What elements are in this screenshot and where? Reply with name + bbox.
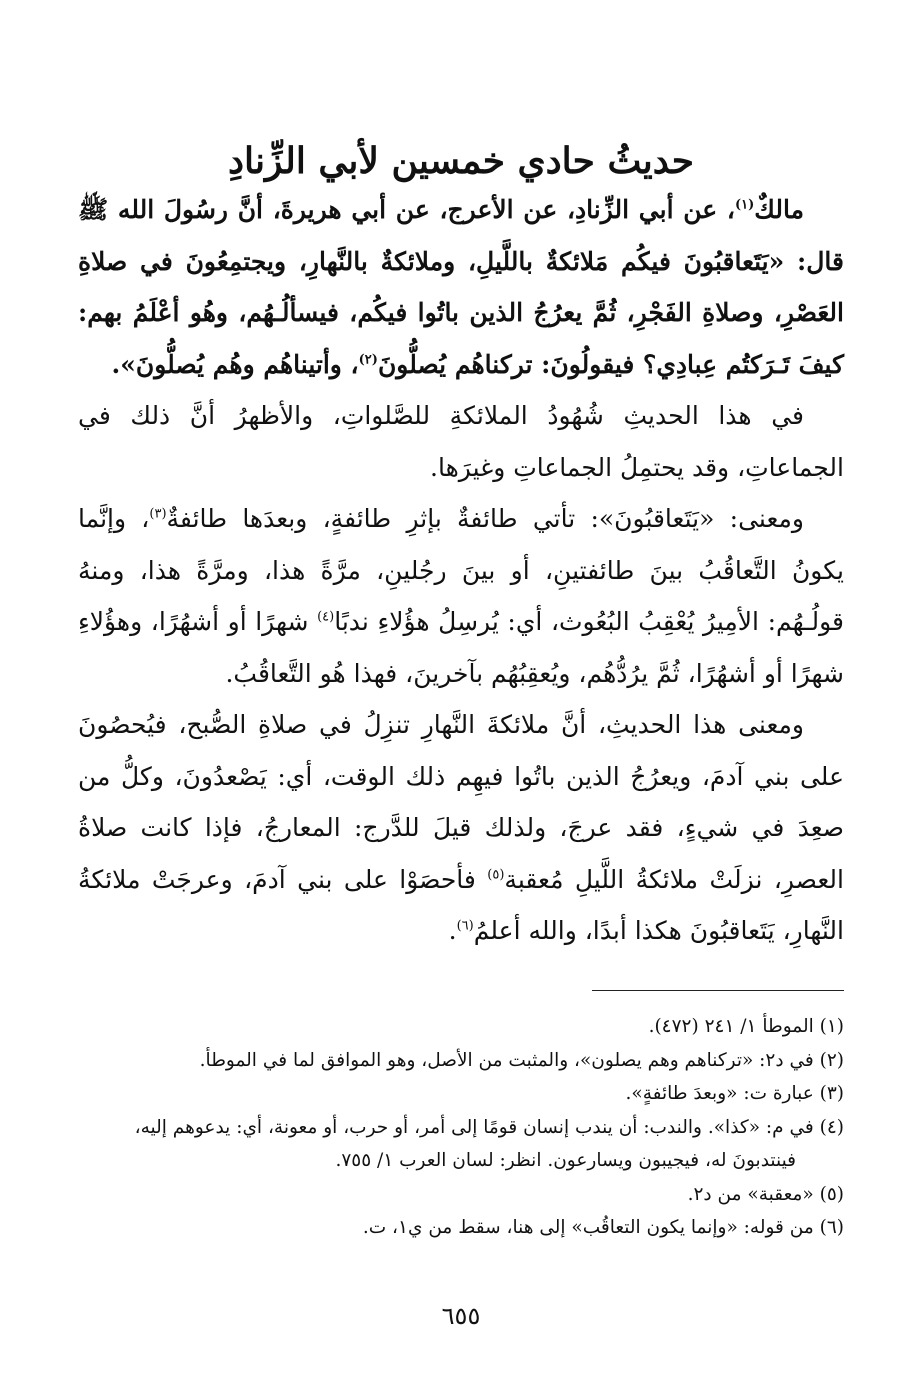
- footnote-line: (٥) «معقبة» من د٢.: [687, 1183, 844, 1205]
- footnote-line: (٣) عبارة ت: «وبعدَ طائفةٍ».: [625, 1083, 844, 1104]
- text-run: ومعنى هذا الحديثِ، أنَّ ملائكةَ النَّهارِ تنزِلُ في صلاةِ الصُّبح، فيُحصُونَ على بني آدمَ، ويعرُجُ الذين باتُوا فيهِم ذلك الوقت، أي: يَصْعدُونَ، وكلُّ من صعِدَ في شيءٍ، فقد عرجَ، ولذلك قيلَ للدَّرج: المعارجُ، فإذا كانت صلاةُ العصرِ، نزلَتْ ملائكةُ اللَّيلِ مُعقبة: [78, 710, 844, 894]
- paragraph: [78, 493, 844, 699]
- footnote-line: (٢) في د٢: «تركناهم وهم يصلون»، والمثبت من الأصل، وهو الموافق لما في الموطأ.: [199, 1049, 844, 1071]
- paragraph: [78, 699, 844, 957]
- footnote: [78, 1044, 844, 1078]
- footnote-marker: (١): [735, 197, 755, 213]
- footnote-marker: (٢): [358, 352, 378, 368]
- page-number: ٦٥٥: [441, 1302, 481, 1330]
- chapter-title: حديثُ حادي خمسين لأبي الزِّنادِ: [228, 140, 694, 183]
- paragraph: [78, 184, 844, 390]
- paragraph: [78, 390, 844, 493]
- text-run: ، وإنَّما يكونُ التَّعاقُبُ بينَ طائفتينِ، أو بينَ رجُلينِ، مرَّةً هذا، ومرَّةً هذا، ومنهُ قولُـهُم: الأمِيرُ يُعْقِبُ البُعُوث، أي: يُرسِلُ هؤُلاءِ ندبًا: [78, 504, 844, 636]
- footnotes: [78, 1010, 844, 1245]
- footnote: [78, 1077, 844, 1111]
- text-run: ، وأتيناهُم وهُم يُصلُّونَ».: [111, 349, 359, 379]
- footnote-line: (١) الموطأ ١/ ٢٤١ (٤٧٢).: [648, 1016, 844, 1037]
- text-run: في هذا الحديثِ شُهُودُ الملائكةِ للصَّلواتِ، والأظهرُ أنَّ ذلك في الجماعاتِ، وقد يحتمِلُ الجماعاتِ وغيرَها.: [78, 401, 844, 482]
- text-run: ومعنى: «يَتَعاقبُونَ»: تأتي طائفةٌ بإثرِ طائفةٍ، وبعدَها طائفةٌ: [166, 504, 804, 533]
- footnote: [78, 1178, 844, 1212]
- footnote-marker: (٦): [456, 918, 474, 934]
- footnote-marker: (٣): [149, 506, 167, 522]
- footnote-line: (٤) في م: «كذا». والندب: أن يندب إنسان قومًا إلى أمر، أو حرب، أو معونة، أي: يدعوهم إليه،: [134, 1116, 844, 1138]
- text-run: شهرًا أو أشهُرًا، وهؤُلاءِ شهرًا أو أشهُرًا، ثُمَّ يرُدُّهُم، ويُعقِبُهُم بآخرينَ، فهذا هُو التَّعاقُبُ.: [78, 607, 844, 688]
- text-run: .: [448, 916, 457, 945]
- footnote: [78, 1010, 844, 1044]
- text-run: مالكٌ: [754, 195, 804, 224]
- main-text: [78, 184, 844, 957]
- text-run: ، عن أبي الزِّنادِ، عن الأعرج، عن أبي هريرةَ، أنَّ رسُولَ الله ﷺ قال: «يَتَعاقبُونَ فيكُم مَلائكةٌ باللَّيلِ، وملائكةٌ بالنَّهارِ، ويجتمِعُونَ في صلاةِ العَصْرِ، وصلاةِ الفَجْرِ، ثُمَّ يعرُجُ الذين باتُوا فيكُم، فيسألُـهُم، وهُو أعْلَمُ بهم: كيفَ تَـرَكتُم عِبادِي؟ فيقولُونَ: تركناهُم يُصلُّونَ: [78, 195, 844, 379]
- footnote-marker: (٥): [487, 867, 505, 883]
- footnote-separator: [592, 990, 844, 991]
- footnote-marker: (٤): [317, 609, 335, 625]
- footnote-line: (٦) من قوله: «وإنما يكون التعاقُب» إلى هنا، سقط من ي١، ت.: [362, 1217, 844, 1238]
- footnote-line: فينتدبونَ له، فيجيبون ويسارعون. انظر: لسان العرب ١/ ٧٥٥.: [335, 1150, 796, 1171]
- footnote: [78, 1111, 844, 1178]
- footnote: [78, 1211, 844, 1245]
- text-run: فأحصَوْا على بني آدمَ، وعرجَتْ ملائكةُ النَّهارِ، يَتَعاقبُونَ هكذا أبدًا، والله أعلمُ: [78, 864, 844, 945]
